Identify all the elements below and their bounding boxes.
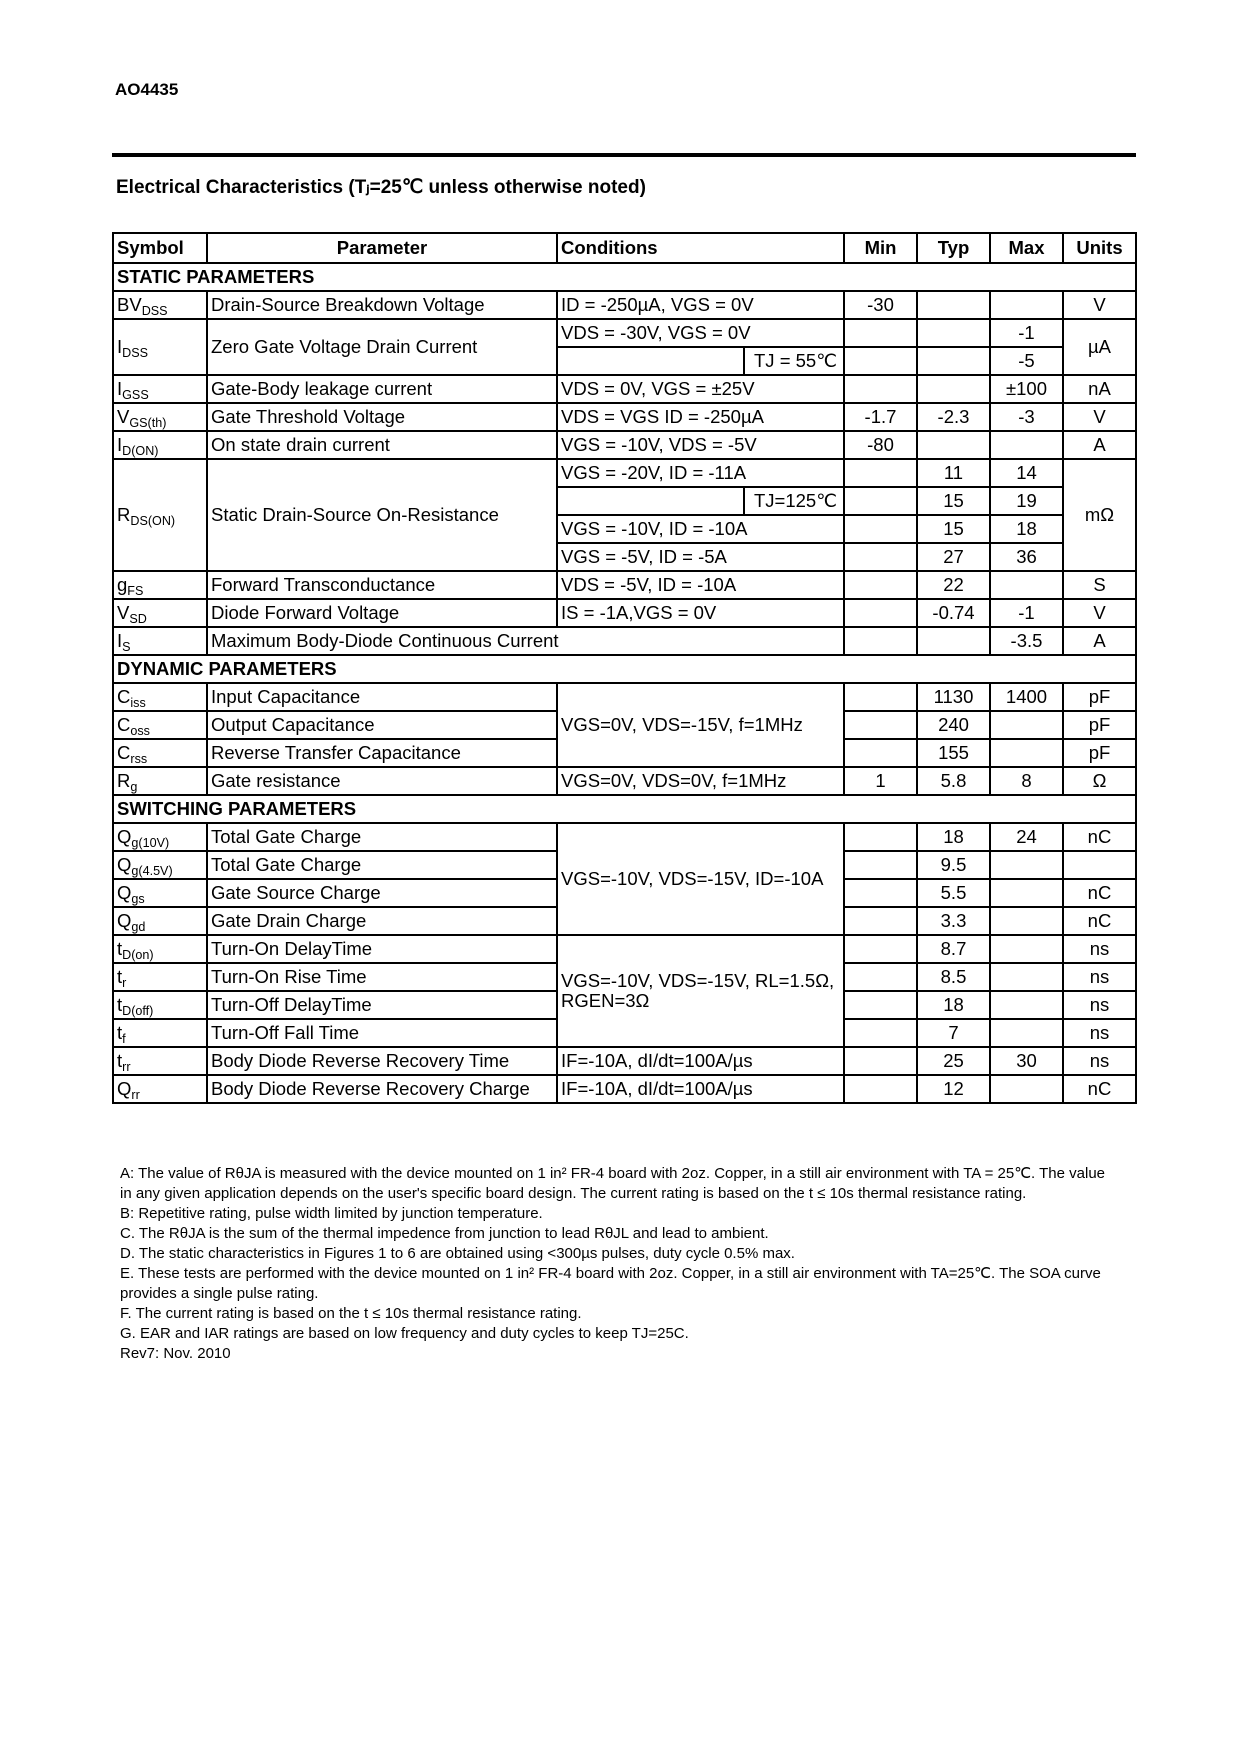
max-cell bbox=[990, 1019, 1063, 1047]
min-cell bbox=[844, 515, 917, 543]
min-cell bbox=[844, 1075, 917, 1103]
max-cell: 1400 bbox=[990, 683, 1063, 711]
max-cell: -1 bbox=[990, 319, 1063, 347]
units-cell: S bbox=[1063, 571, 1136, 599]
units-cell: mΩ bbox=[1063, 459, 1136, 571]
note-g: G. EAR and IAR ratings are based on low frequency and duty cycles to keep TJ=25C. bbox=[120, 1325, 689, 1342]
min-cell bbox=[844, 963, 917, 991]
note-b: B: Repetitive rating, pulse width limited by junction temperature. bbox=[120, 1205, 543, 1222]
max-cell: -5 bbox=[990, 347, 1063, 375]
max-cell: 30 bbox=[990, 1047, 1063, 1075]
table-row bbox=[113, 1047, 1136, 1075]
min-cell bbox=[844, 935, 917, 963]
note-f: F. The current rating is based on the t ≤ 10s thermal resistance rating. bbox=[120, 1305, 582, 1322]
symbol-cell: $t_f$ bbox=[113, 1019, 207, 1047]
min-cell: -80 bbox=[844, 431, 917, 459]
condition-cell: VGS = -10V, ID = -10A bbox=[557, 515, 844, 543]
parameter-cell: Body Diode Reverse Recovery Charge bbox=[207, 1075, 557, 1103]
electrical-characteristics-table bbox=[112, 232, 1137, 1104]
max-cell bbox=[990, 711, 1063, 739]
note-a: A: The value of RθJA is measured with the device mounted on 1 in² FR-4 board with 2oz. Copper, in a still air environment with TA = 25℃. The value in any given application depends on the user's specific board design. The current rating is based on the t ≤ 10s thermal resistance rating. bbox=[120, 1165, 1105, 1202]
header-max: Max bbox=[990, 233, 1063, 263]
max-cell: 18 bbox=[990, 515, 1063, 543]
symbol-cell: $R_{DS(ON)}$ bbox=[113, 459, 207, 571]
typ-cell bbox=[917, 375, 990, 403]
units-cell: ns bbox=[1063, 991, 1136, 1019]
symbol-cell: $C_{rss}$ bbox=[113, 739, 207, 767]
units-cell: pF bbox=[1063, 711, 1136, 739]
symbol-cell: $Q_{g(4.5V)}$ bbox=[113, 851, 207, 879]
symbol-cell: $Q_{g(10V)}$ bbox=[113, 823, 207, 851]
units-cell: nC bbox=[1063, 1075, 1136, 1103]
header-row bbox=[113, 233, 1136, 263]
condition-cell: VGS = -5V, ID = -5A bbox=[557, 543, 844, 571]
table-row bbox=[113, 627, 1136, 655]
max-cell bbox=[990, 291, 1063, 319]
condition-cell: ID = -250µA, VGS = 0V bbox=[557, 291, 844, 319]
typ-cell: 7 bbox=[917, 1019, 990, 1047]
parameter-cell: Total Gate Charge bbox=[207, 823, 557, 851]
units-cell: Ω bbox=[1063, 767, 1136, 795]
condition-cell bbox=[557, 935, 844, 1047]
units-cell: nC bbox=[1063, 879, 1136, 907]
min-cell bbox=[844, 991, 917, 1019]
condition-cell: IS = -1A,VGS = 0V bbox=[557, 599, 844, 627]
typ-cell: 11 bbox=[917, 459, 990, 487]
footnotes bbox=[120, 1164, 1120, 1364]
typ-cell: 15 bbox=[917, 515, 990, 543]
switch-condition-line2: RGEN=3Ω bbox=[561, 990, 650, 1011]
note-d: D. The static characteristics in Figures 1 to 6 are obtained using <300µs pulses, duty cycle 0.5% max. bbox=[120, 1245, 795, 1262]
typ-cell: 240 bbox=[917, 711, 990, 739]
min-cell: -30 bbox=[844, 291, 917, 319]
min-cell bbox=[844, 375, 917, 403]
table-row bbox=[113, 319, 1136, 347]
typ-cell: 8.7 bbox=[917, 935, 990, 963]
max-cell bbox=[990, 739, 1063, 767]
max-cell: 8 bbox=[990, 767, 1063, 795]
parameter-cell: Gate-Body leakage current bbox=[207, 375, 557, 403]
units-cell: ns bbox=[1063, 935, 1136, 963]
units-cell: pF bbox=[1063, 739, 1136, 767]
min-cell: -1.7 bbox=[844, 403, 917, 431]
typ-cell bbox=[917, 291, 990, 319]
max-cell bbox=[990, 907, 1063, 935]
units-cell: nC bbox=[1063, 907, 1136, 935]
symbol-cell: $Q_{gd}$ bbox=[113, 907, 207, 935]
condition-cell: VGS=-10V, VDS=-15V, ID=-10A bbox=[557, 823, 844, 935]
max-cell: -3.5 bbox=[990, 627, 1063, 655]
static-parameters-heading: STATIC PARAMETERS bbox=[113, 263, 1136, 291]
min-cell bbox=[844, 543, 917, 571]
typ-cell: 25 bbox=[917, 1047, 990, 1075]
max-cell: -3 bbox=[990, 403, 1063, 431]
table-row bbox=[113, 935, 1136, 963]
min-cell bbox=[844, 739, 917, 767]
min-cell bbox=[844, 487, 917, 515]
header-min: Min bbox=[844, 233, 917, 263]
max-cell bbox=[990, 879, 1063, 907]
header-units: Units bbox=[1063, 233, 1136, 263]
parameter-cell: Zero Gate Voltage Drain Current bbox=[207, 319, 557, 375]
symbol-cell: $I_S$ bbox=[113, 627, 207, 655]
parameter-cell: Total Gate Charge bbox=[207, 851, 557, 879]
condition-cell: IF=-10A, dI/dt=100A/µs bbox=[557, 1075, 844, 1103]
parameter-cell: Gate Drain Charge bbox=[207, 907, 557, 935]
condition-cell: VGS=0V, VDS=0V, f=1MHz bbox=[557, 767, 844, 795]
section-row bbox=[113, 655, 1136, 683]
min-cell bbox=[844, 599, 917, 627]
condition-cell: VGS = -10V, VDS = -5V bbox=[557, 431, 844, 459]
parameter-cell: Drain-Source Breakdown Voltage bbox=[207, 291, 557, 319]
section-row bbox=[113, 263, 1136, 291]
table-row bbox=[113, 291, 1136, 319]
symbol-cell: $Q_{gs}$ bbox=[113, 879, 207, 907]
note-e: E. These tests are performed with the device mounted on 1 in² FR-4 board with 2oz. Copper, in a still air environment with TA=25℃. The SOA curve provides a single pulse rating. bbox=[120, 1265, 1101, 1302]
typ-cell: 18 bbox=[917, 823, 990, 851]
units-cell: ns bbox=[1063, 1019, 1136, 1047]
units-cell: ns bbox=[1063, 1047, 1136, 1075]
typ-cell: -0.74 bbox=[917, 599, 990, 627]
parameter-cell: Turn-On DelayTime bbox=[207, 935, 557, 963]
min-cell bbox=[844, 879, 917, 907]
typ-cell: 5.5 bbox=[917, 879, 990, 907]
parameter-cell: Static Drain-Source On-Resistance bbox=[207, 459, 557, 571]
section-title: Electrical Characteristics (Tⱼ=25℃ unless otherwise noted) bbox=[116, 177, 646, 198]
units-cell: nC bbox=[1063, 823, 1136, 851]
parameter-cell: On state drain current bbox=[207, 431, 557, 459]
units-cell: V bbox=[1063, 291, 1136, 319]
min-cell bbox=[844, 907, 917, 935]
typ-cell: 18 bbox=[917, 991, 990, 1019]
table-row bbox=[113, 431, 1136, 459]
max-cell: -1 bbox=[990, 599, 1063, 627]
table-row bbox=[113, 459, 1136, 487]
typ-cell: 9.5 bbox=[917, 851, 990, 879]
typ-cell bbox=[917, 431, 990, 459]
parameter-cell: Gate Threshold Voltage bbox=[207, 403, 557, 431]
table-row bbox=[113, 767, 1136, 795]
typ-cell: 27 bbox=[917, 543, 990, 571]
min-cell bbox=[844, 823, 917, 851]
symbol-cell: $V_{GS(th)}$ bbox=[113, 403, 207, 431]
symbol-cell: $t_{rr}$ bbox=[113, 1047, 207, 1075]
min-cell bbox=[844, 683, 917, 711]
parameter-cell: Input Capacitance bbox=[207, 683, 557, 711]
min-cell bbox=[844, 459, 917, 487]
symbol-cell: $C_{iss}$ bbox=[113, 683, 207, 711]
typ-cell: 22 bbox=[917, 571, 990, 599]
units-cell: A bbox=[1063, 627, 1136, 655]
parameter-cell: Gate Source Charge bbox=[207, 879, 557, 907]
part-number: AO4435 bbox=[115, 80, 179, 99]
max-cell: ±100 bbox=[990, 375, 1063, 403]
units-cell: µA bbox=[1063, 319, 1136, 375]
header-parameter: Parameter bbox=[207, 233, 557, 263]
units-cell: nA bbox=[1063, 375, 1136, 403]
min-cell bbox=[844, 711, 917, 739]
min-cell bbox=[844, 627, 917, 655]
parameter-cell: Turn-Off Fall Time bbox=[207, 1019, 557, 1047]
symbol-cell: $I_{D(ON)}$ bbox=[113, 431, 207, 459]
typ-cell: 8.5 bbox=[917, 963, 990, 991]
units-cell: pF bbox=[1063, 683, 1136, 711]
typ-cell: 12 bbox=[917, 1075, 990, 1103]
symbol-cell: $BV_{DSS}$ bbox=[113, 291, 207, 319]
typ-cell bbox=[917, 627, 990, 655]
header-rule bbox=[112, 153, 1136, 157]
condition-cell: VDS = -30V, VGS = 0V bbox=[557, 319, 844, 347]
typ-cell: 5.8 bbox=[917, 767, 990, 795]
typ-cell: 1130 bbox=[917, 683, 990, 711]
min-cell bbox=[844, 851, 917, 879]
condition-blank bbox=[557, 487, 744, 515]
max-cell bbox=[990, 431, 1063, 459]
note-c: C. The RθJA is the sum of the thermal impedence from junction to lead RθJL and lead to ambient. bbox=[120, 1225, 769, 1242]
table-row bbox=[113, 823, 1136, 851]
typ-cell: 3.3 bbox=[917, 907, 990, 935]
parameter-cell: Maximum Body-Diode Continuous Current bbox=[207, 627, 844, 655]
condition-cell: VDS = -5V, ID = -10A bbox=[557, 571, 844, 599]
max-cell bbox=[990, 991, 1063, 1019]
parameter-cell: Reverse Transfer Capacitance bbox=[207, 739, 557, 767]
symbol-cell: $g_{FS}$ bbox=[113, 571, 207, 599]
parameter-cell: Output Capacitance bbox=[207, 711, 557, 739]
switching-parameters-heading: SWITCHING PARAMETERS bbox=[113, 795, 1136, 823]
symbol-cell: $V_{SD}$ bbox=[113, 599, 207, 627]
revision: Rev7: Nov. 2010 bbox=[120, 1345, 231, 1362]
typ-cell: 15 bbox=[917, 487, 990, 515]
section-row bbox=[113, 795, 1136, 823]
table-row bbox=[113, 571, 1136, 599]
min-cell bbox=[844, 1019, 917, 1047]
max-cell: 24 bbox=[990, 823, 1063, 851]
max-cell: 19 bbox=[990, 487, 1063, 515]
symbol-cell: $I_{DSS}$ bbox=[113, 319, 207, 375]
parameter-cell: Turn-On Rise Time bbox=[207, 963, 557, 991]
units-cell: V bbox=[1063, 403, 1136, 431]
header-typ: Typ bbox=[917, 233, 990, 263]
header-conditions: Conditions bbox=[557, 233, 844, 263]
dynamic-parameters-heading: DYNAMIC PARAMETERS bbox=[113, 655, 1136, 683]
min-cell bbox=[844, 347, 917, 375]
header-symbol: Symbol bbox=[113, 233, 207, 263]
max-cell: 14 bbox=[990, 459, 1063, 487]
condition-cell: TJ = 55℃ bbox=[744, 347, 844, 375]
symbol-cell: $R_g$ bbox=[113, 767, 207, 795]
max-cell bbox=[990, 935, 1063, 963]
condition-cell: VGS=0V, VDS=-15V, f=1MHz bbox=[557, 683, 844, 767]
table-row bbox=[113, 1075, 1136, 1103]
symbol-cell: $Q_{rr}$ bbox=[113, 1075, 207, 1103]
max-cell bbox=[990, 963, 1063, 991]
table-row bbox=[113, 403, 1136, 431]
units-cell: ns bbox=[1063, 963, 1136, 991]
parameter-cell: Forward Transconductance bbox=[207, 571, 557, 599]
min-cell bbox=[844, 571, 917, 599]
min-cell: 1 bbox=[844, 767, 917, 795]
units-cell: A bbox=[1063, 431, 1136, 459]
symbol-cell: $C_{oss}$ bbox=[113, 711, 207, 739]
condition-cell: VDS = VGS ID = -250µA bbox=[557, 403, 844, 431]
max-cell: 36 bbox=[990, 543, 1063, 571]
condition-cell: VGS = -20V, ID = -11A bbox=[557, 459, 844, 487]
condition-cell: VDS = 0V, VGS = ±25V bbox=[557, 375, 844, 403]
symbol-cell: $t_r$ bbox=[113, 963, 207, 991]
max-cell bbox=[990, 571, 1063, 599]
parameter-cell: Gate resistance bbox=[207, 767, 557, 795]
typ-cell: -2.3 bbox=[917, 403, 990, 431]
units-cell: V bbox=[1063, 599, 1136, 627]
max-cell bbox=[990, 851, 1063, 879]
min-cell bbox=[844, 319, 917, 347]
symbol-cell: $t_{D(on)}$ bbox=[113, 935, 207, 963]
typ-cell bbox=[917, 347, 990, 375]
table-row bbox=[113, 599, 1136, 627]
condition-cell: TJ=125℃ bbox=[744, 487, 844, 515]
parameter-cell: Turn-Off DelayTime bbox=[207, 991, 557, 1019]
max-cell bbox=[990, 1075, 1063, 1103]
table-row bbox=[113, 375, 1136, 403]
condition-cell: IF=-10A, dI/dt=100A/µs bbox=[557, 1047, 844, 1075]
parameter-cell: Body Diode Reverse Recovery Time bbox=[207, 1047, 557, 1075]
typ-cell bbox=[917, 319, 990, 347]
typ-cell: 155 bbox=[917, 739, 990, 767]
min-cell bbox=[844, 1047, 917, 1075]
parameter-cell: Diode Forward Voltage bbox=[207, 599, 557, 627]
switch-condition-line1: VGS=-10V, VDS=-15V, RL=1.5Ω, bbox=[561, 970, 835, 991]
units-cell bbox=[1063, 851, 1136, 879]
condition-blank bbox=[557, 347, 744, 375]
symbol-cell: $t_{D(off)}$ bbox=[113, 991, 207, 1019]
table-row bbox=[113, 683, 1136, 711]
symbol-cell: $I_{GSS}$ bbox=[113, 375, 207, 403]
